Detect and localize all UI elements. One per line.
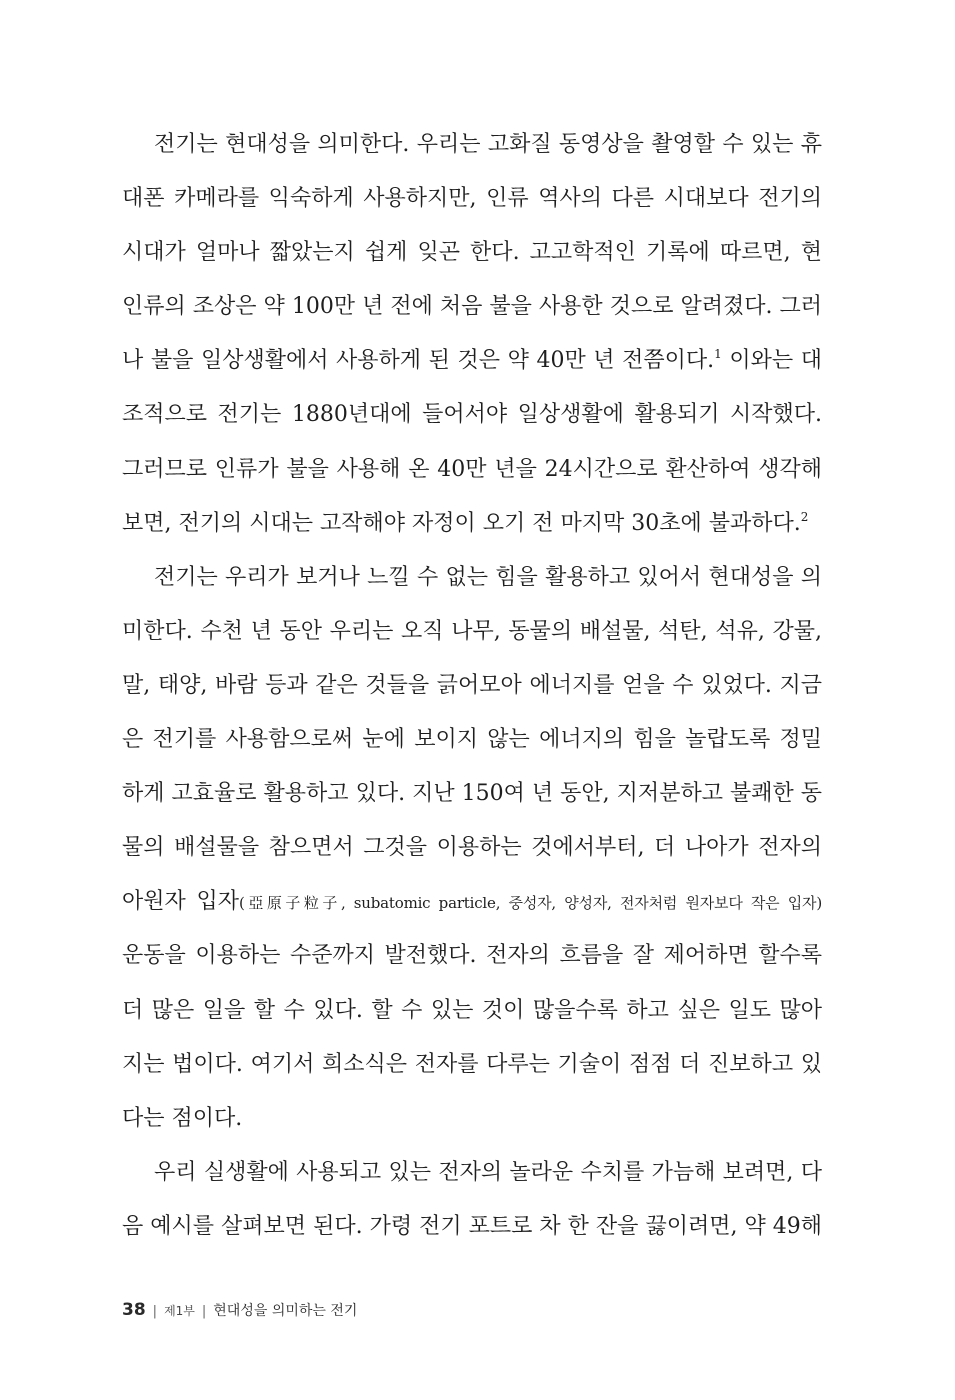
text-line: 운동을 이용하는 수준까지 발전했다. 전자의 흐름을 잘 제어하면 할수록 bbox=[122, 943, 822, 969]
text-line: 전기는 현대성을 의미한다. 우리는 고화질 동영상을 촬영할 수 있는 휴 bbox=[154, 132, 822, 157]
footer-separator: | bbox=[152, 1304, 158, 1319]
footnote-ref: 2 bbox=[800, 509, 809, 524]
text-line: 조적으로 전기는 1880년대에 들어서야 일상생활에 활용되기 시작했다. bbox=[122, 402, 822, 428]
text-line: 그러므로 인류가 불을 사용해 온 40만 년을 24시간으로 환산하여 생각해 bbox=[122, 456, 822, 482]
body-text bbox=[122, 118, 822, 1254]
text-line: 시대가 얼마나 짧았는지 쉽게 잊곤 한다. 고고학적인 기록에 따르면, 현 bbox=[122, 240, 822, 266]
text-line: 물의 배설물을 참으면서 그것을 이용하는 것에서부터, 더 나아가 전자의 bbox=[122, 835, 822, 861]
part-label: 제1부 bbox=[164, 1304, 195, 1318]
footnote-ref: 1 bbox=[714, 347, 722, 362]
text-line: 더 많은 일을 할 수 있다. 할 수 있는 것이 많을수록 하고 싶은 일도 많아 bbox=[122, 997, 822, 1023]
text-line: 지는 법이다. 여기서 희소식은 전자를 다루는 기술이 점점 더 진보하고 있 bbox=[122, 1051, 822, 1077]
footer-separator: | bbox=[201, 1304, 207, 1319]
text-line: 인류의 조상은 약 100만 년 전에 처음 불을 사용한 것으로 알려졌다. 그러 bbox=[122, 294, 822, 320]
text-line: 미한다. 수천 년 동안 우리는 오직 나무, 동물의 배설물, 석탄, 석유, 강물, bbox=[122, 618, 822, 644]
text-line: 대폰 카메라를 익숙하게 사용하지만, 인류 역사의 다른 시대보다 전기의 bbox=[122, 186, 822, 212]
text-line: 우리 실생활에 사용되고 있는 전자의 놀라운 수치를 가늠해 보려면, 다 bbox=[154, 1159, 822, 1185]
text-line: 다는 점이다. bbox=[122, 1105, 243, 1131]
text-line: 은 전기를 사용함으로써 눈에 보이지 않는 에너지의 힘을 놀랍도록 정밀 bbox=[122, 727, 822, 753]
text-line: 아원자 입자(亞原子粒子, subatomic particle, 중성자, 양성자, 전자처럼 원자보다 작은 입자) bbox=[122, 889, 822, 915]
text-line: 말, 태양, 바람 등과 같은 것들을 긁어모아 에너지를 얻을 수 있었다. 지금 bbox=[122, 672, 822, 698]
text-line: 전기는 우리가 보거나 느낄 수 없는 힘을 활용하고 있어서 현대성을 의 bbox=[154, 564, 822, 590]
page-number: 38 bbox=[122, 1300, 146, 1320]
page-footer bbox=[122, 1300, 357, 1320]
gloss-note: (亞原子粒子, subatomic particle, 중성자, 양성자, 전자처럼 원자보다 작은 입자) bbox=[238, 894, 822, 913]
text-line: 보면, 전기의 시대는 고작해야 자정이 오기 전 마지막 30초에 불과하다.$^2$ bbox=[122, 509, 809, 536]
text-line: 하게 고효율로 활용하고 있다. 지난 150여 년 동안, 지저분하고 불쾌한 동 bbox=[122, 781, 822, 807]
chapter-title: 현대성을 의미하는 전기 bbox=[213, 1303, 358, 1319]
text-line: 나 불을 일상생활에서 사용하게 된 것은 약 40만 년 전쯤이다.$^1$ 이와는 대 bbox=[122, 347, 822, 374]
text-line: 음 예시를 살펴보면 된다. 가령 전기 포트로 차 한 잔을 끓이려면, 약 49해 bbox=[122, 1213, 822, 1239]
